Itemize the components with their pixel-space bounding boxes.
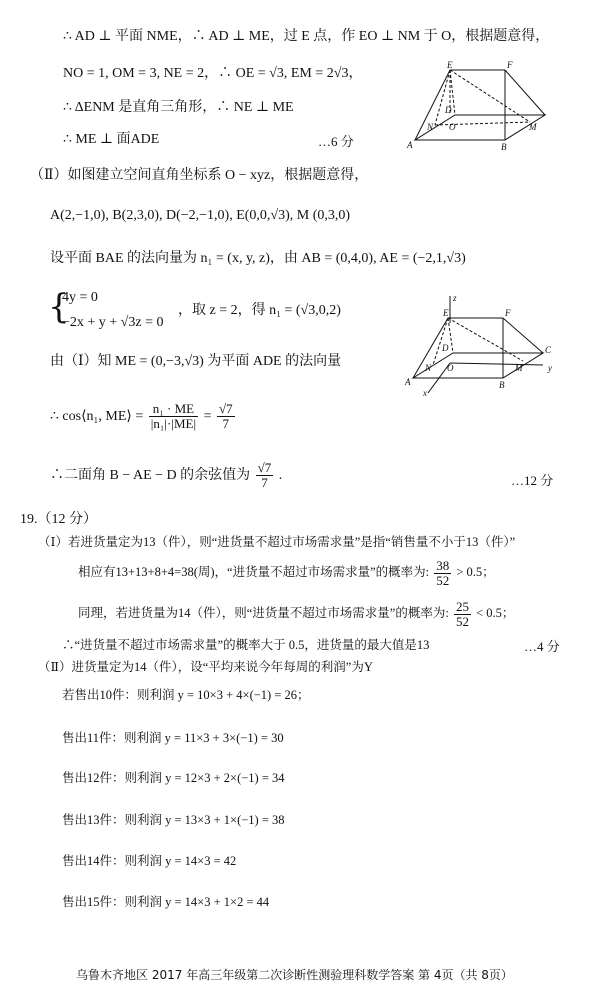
prob13-compare: > 0.5； xyxy=(456,565,495,579)
sell-11: 售出11件：则利润 y = 11×3 + 3×(−1) = 30 xyxy=(62,731,284,745)
label-z: z xyxy=(453,293,457,303)
score-4: …4 分 xyxy=(524,639,560,654)
page-footer: 乌鲁木齐地区 2017 年高三年级第二次诊断性测验理科数学答案 第 4页（共 8页） xyxy=(76,968,513,982)
prob-fraction-13 xyxy=(434,559,451,588)
edge-ed xyxy=(448,318,453,353)
label-e: E xyxy=(443,308,449,318)
label-b: B xyxy=(501,142,507,152)
label-m: M xyxy=(515,363,523,373)
solid-figure-1 xyxy=(405,60,555,155)
label-a: A xyxy=(405,377,411,387)
prob13-den: 52 xyxy=(436,572,450,588)
text-line-4: ∴ ME ⊥ 面ADE xyxy=(63,132,160,147)
answer-den: 7 xyxy=(261,475,268,491)
score-12: …12 分 xyxy=(511,473,554,488)
cos-left: ∴ cos⟨n₁, ME⟩ = xyxy=(50,409,144,424)
prob14-den: 52 xyxy=(455,613,469,629)
part1-line-2-text: 相应有13+13+8+4=38(周)，“进货量不超过市场需求量”的概率为: xyxy=(78,565,430,579)
edge-fc xyxy=(503,318,543,353)
part2-line-1: （Ⅱ）进货量定为14（件），设“平均来说今年每周的利润”为Y xyxy=(38,660,373,674)
sell-10: 若售出10件：则利润 y = 10×3 + 4×(−1) = 26； xyxy=(62,688,310,702)
score-6: …6 分 xyxy=(318,134,354,149)
label-d: D xyxy=(442,343,449,353)
solid-figure-2 xyxy=(403,293,563,398)
answer-fraction xyxy=(256,461,274,490)
answer-num: √7 xyxy=(257,460,272,476)
edge-em xyxy=(450,70,530,122)
base-face xyxy=(415,115,545,140)
prob14-compare: < 0.5； xyxy=(476,606,515,620)
text-line-1: ∴ AD ⊥ 平面 NME，∴ AD ⊥ ME，过 E 点，作 EO ⊥ NM 于 O，根据题意得， xyxy=(63,29,550,44)
label-o: O xyxy=(449,122,456,132)
system-choice: ，取 z = 2，得 n₁ = (√3,0,2) xyxy=(178,303,341,318)
label-f: F xyxy=(507,60,513,70)
edge-fc xyxy=(505,70,545,115)
label-e: E xyxy=(447,60,453,70)
answer-text: ∴二面角 B − AE − D 的余弦值为 xyxy=(50,468,251,483)
cos-result-den: 7 xyxy=(222,416,230,432)
label-b: B xyxy=(499,380,505,390)
text-line-2: NO = 1, OM = 3, NE = 2，∴ OE = √3, EM = 2√3， xyxy=(63,66,363,81)
edge-em xyxy=(448,318,523,361)
part1-line-3-text: 同理，若进货量为14（件），则“进货量不超过市场需求量”的概率为: xyxy=(78,606,449,620)
axis-y xyxy=(450,363,543,365)
system-eq-2: −2x + y + √3z = 0 xyxy=(62,315,164,330)
edge-en xyxy=(435,70,450,125)
label-n: N xyxy=(427,122,434,132)
text-line-7: 设平面 BAE 的法向量为 n₁ = (x, y, z)，由 AB = (0,4,0), AE = (−2,1,√3) xyxy=(50,251,466,266)
answer-line xyxy=(50,456,282,496)
part1-line-2 xyxy=(78,555,495,589)
sell-13: 售出13件：则利润 y = 13×3 + 1×(−1) = 38 xyxy=(62,813,285,827)
label-m: M xyxy=(529,122,537,132)
cos-formula xyxy=(50,395,237,439)
label-c: C xyxy=(545,345,552,355)
label-y: y xyxy=(548,363,552,373)
label-x: x xyxy=(423,388,427,398)
sell-14: 售出14件：则利润 y = 14×3 = 42 xyxy=(62,854,237,868)
label-d: D xyxy=(445,105,452,115)
cos-equals: = xyxy=(203,409,212,424)
cos-numerator: n₁ · ME xyxy=(149,402,198,417)
part1-line-4: ∴“进货量不超过市场需求量”的概率大于 0.5，进货量的最大值是13 xyxy=(62,638,430,652)
cos-result-num: √7 xyxy=(218,401,233,417)
sell-15: 售出15件：则利润 y = 14×3 + 1×2 = 44 xyxy=(62,895,270,909)
label-n: N xyxy=(425,363,432,373)
system-brace: { xyxy=(48,287,70,327)
question-19-title: 19.（12 分） xyxy=(20,512,97,527)
text-line-5: （Ⅱ）如图建立空间直角坐标系 O − xyz，根据题意得， xyxy=(30,168,369,183)
base-face xyxy=(413,353,543,378)
label-a: A xyxy=(407,140,413,150)
prob14-num: 25 xyxy=(455,598,469,614)
answer-period: . xyxy=(278,468,283,483)
text-line-3: ∴ ΔENM 是直角三角形，∴ NE ⊥ ME xyxy=(63,100,294,115)
label-o: O xyxy=(447,363,454,373)
system-eq-1: 4y = 0 xyxy=(62,290,98,305)
text-line-6: A(2,−1,0), B(2,3,0), D(−2,−1,0), E(0,0,√3), M (0,3,0) xyxy=(50,208,351,223)
cos-fraction xyxy=(149,402,198,431)
cos-denominator: |n₁|·|ME| xyxy=(150,416,197,432)
text-line-9: 由（Ⅰ）知 ME = (0,−3,√3) 为平面 ADE 的法向量 xyxy=(50,354,342,369)
prob-fraction-14 xyxy=(454,600,471,629)
cos-result xyxy=(217,402,235,431)
label-f: F xyxy=(505,308,511,318)
prob13-num: 38 xyxy=(436,557,450,573)
sell-12: 售出12件：则利润 y = 12×3 + 2×(−1) = 34 xyxy=(62,771,285,785)
part1-line-3 xyxy=(78,596,514,630)
part1-line-1: （Ⅰ）若进货量定为13（件），则“进货量不超过市场需求量”是指“销售量不小于13（件）” xyxy=(38,535,516,549)
